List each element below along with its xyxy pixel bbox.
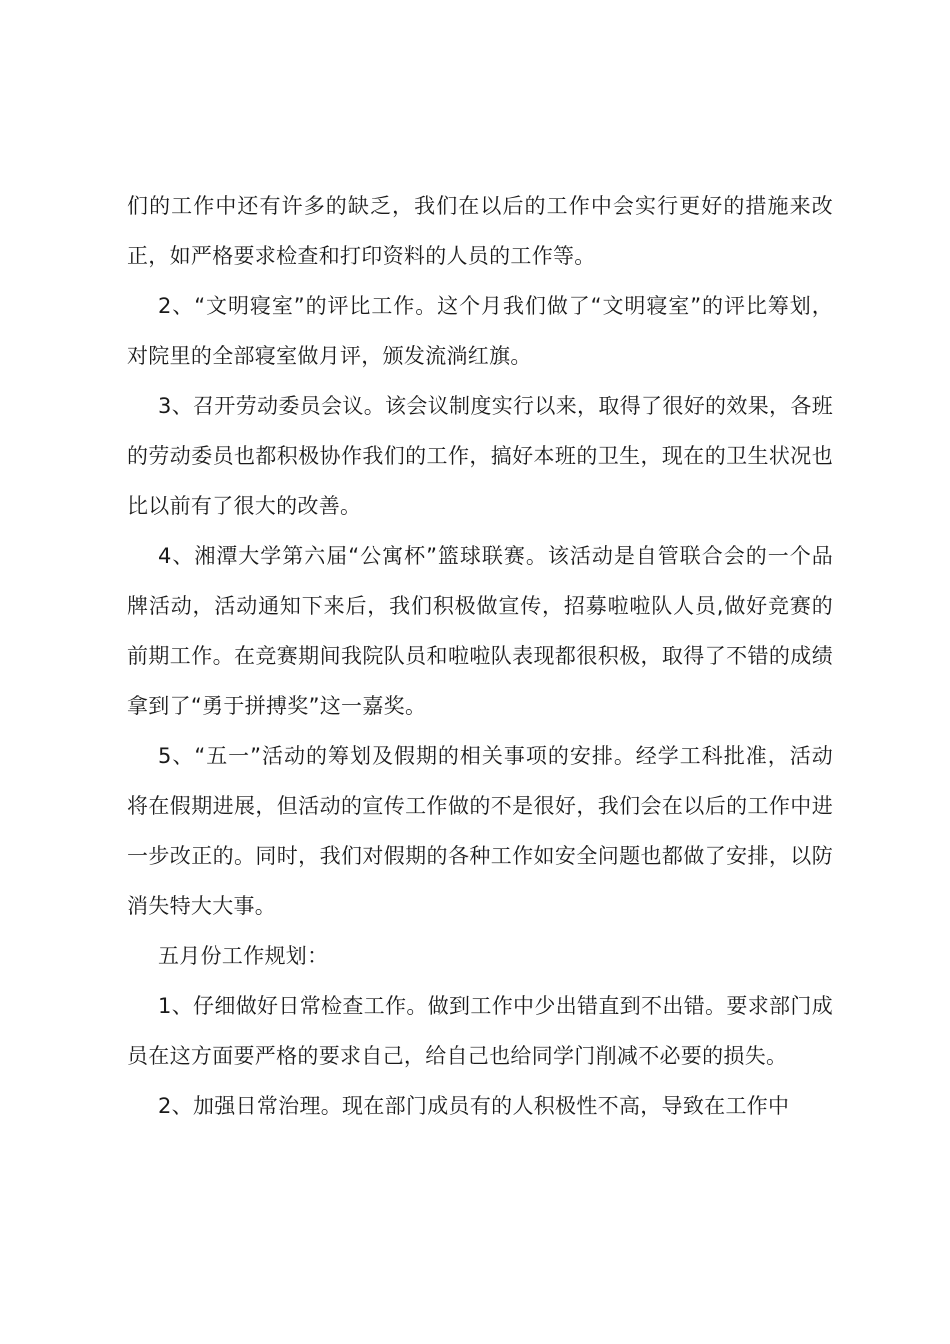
paragraph-continuation: 们的工作中还有许多的缺乏，我们在以后的工作中会实行更好的措施来改正，如严格要求检查和打印资料的人员的工作等。 <box>127 194 833 268</box>
document-body <box>127 181 833 1131</box>
plan-item-1: 1、仔细做好日常检查工作。做到工作中少出错直到不出错。要求部门成员在这方面要严格的要求自己，给自己也给同学门削减不必要的损失。 <box>127 994 833 1068</box>
plan-item-2: 2、加强日常治理。现在部门成员有的人积极性不高，导致在工作中 <box>158 1094 790 1118</box>
paragraph-item-5: 5、“五一”活动的筹划及假期的相关事项的安排。经学工科批准，活动将在假期进展，但活动的宣传工作做的不是很好，我们会在以后的工作中进一步改正的。同时，我们对假期的各种工作如安全问题也都做了安排，以防消失特大大事。 <box>127 744 833 918</box>
section-heading-may-plan: 五月份工作规划： <box>158 944 329 968</box>
paragraph-item-3: 3、召开劳动委员会议。该会议制度实行以来，取得了很好的效果，各班的劳动委员也都积极协作我们的工作，搞好本班的卫生，现在的卫生状况也比以前有了很大的改善。 <box>127 394 833 518</box>
paragraph-item-4: 4、湘潭大学第六届“公寓杯”篮球联赛。该活动是自管联合会的一个品牌活动，活动通知下来后，我们积极做宣传，招募啦啦队人员,做好竞赛的前期工作。在竞赛期间我院队员和啦啦队表现都很积极，取得了不错的成绩拿到了“勇于拼搏奖”这一嘉奖。 <box>127 544 833 718</box>
paragraph-item-2: 2、“文明寝室”的评比工作。这个月我们做了“文明寝室”的评比筹划，对院里的全部寝室做月评，颁发流淌红旗。 <box>127 294 833 368</box>
